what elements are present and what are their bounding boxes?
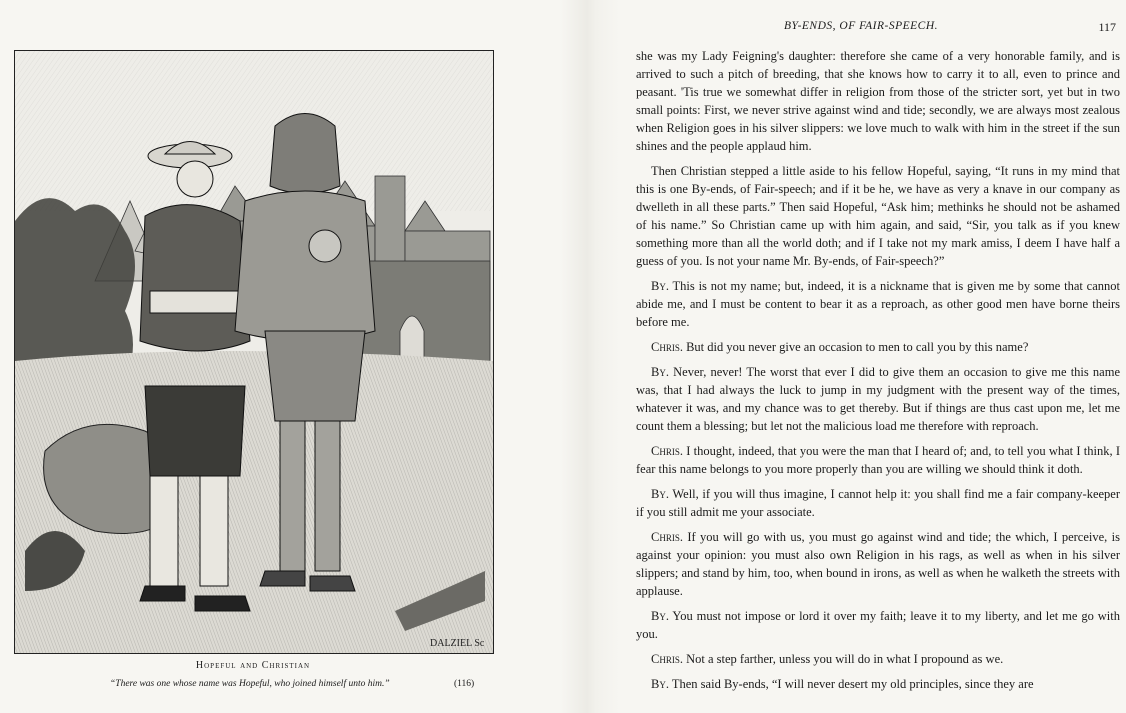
- paragraph: [636, 162, 1120, 270]
- speaker-label: By.: [651, 677, 669, 691]
- speaker-label: By.: [651, 609, 669, 623]
- plate-quote: “There was one whose name was Hopeful, who joined himself unto him.”: [110, 679, 390, 689]
- paragraph-text: Never, never! The worst that ever I did to give them an occasion to give me this name was, that I had always the luck to jump in my judgment with the present way of the times, whatever it was, and my chance was to get thereby. But if things are thus cast upon me, let me count them a blessing; but let not the malicious load me therefore with reproach.: [636, 365, 1121, 433]
- speaker-label: Chris.: [651, 530, 683, 544]
- paragraph: [636, 485, 1120, 521]
- paragraph: [636, 277, 1120, 331]
- speaker-label: By.: [651, 279, 669, 293]
- running-head: BY-ENDS, OF FAIR-SPEECH.: [784, 20, 939, 32]
- plate-page-reference: (116): [454, 679, 475, 689]
- paragraph: [636, 650, 1120, 668]
- engraver-signature: DALZIEL Sc: [430, 638, 485, 649]
- paragraph: [636, 675, 1120, 693]
- paragraph: [636, 47, 1120, 155]
- paragraph-text: she was my Lady Feigning's daughter: therefore she came of a very honorable family, and is arrived to such a pitch of breeding, that she knows how to carry it to all, even to prince and peasant. 'Tis true we somewhat differ in religion from those of the stricter sort, yet but in two small points: First, we never strive against wind and tide; secondly, we are always most zealous when Religion goes in his silver slippers: we love much to walk with him in the street if the sun shines and the people applaud him.: [636, 49, 1120, 153]
- speaker-label: Chris.: [651, 444, 683, 458]
- text-body: [636, 47, 1120, 700]
- page-number: 117: [1098, 20, 1116, 34]
- paragraph-text: I thought, indeed, that you were the man that I heard of; and, to tell you what I think, I fear this name belongs to you more properly than you are willing we should think it doth.: [636, 444, 1121, 476]
- engraving-plate: [14, 50, 494, 654]
- paragraph: [636, 338, 1120, 356]
- paragraph-text: If you will go with us, you must go against wind and tide; the which, I perceive, is against your opinion: you must also own Religion in his rags, as well as when in his silver slippers; and stand by him, too, when bound in irons, as well as when he walketh the streets with applause.: [636, 530, 1120, 598]
- paragraph-text: But did you never give an occasion to men to call you by this name?: [686, 340, 1029, 354]
- paragraph: [636, 363, 1120, 435]
- paragraph-text: Not a step farther, unless you will do in what I propound as we.: [686, 652, 1004, 666]
- paragraph-text: Then Christian stepped a little aside to his fellow Hopeful, saying, “It runs in my mind that this is one By-ends, of Fair-speech; and if it be he, we have as very a knave in our company as dwelleth in all these parts.” Then said Hopeful, “Ask him; methinks he should not be ashamed of his name.” So Christian came up with him again, and said, “Sir, you talk as if you knew something more than all the world doth; and if I take not my mark amiss, I deem I have half a guess of you. Is not your name Mr. By-ends, of Fair-speech?”: [636, 164, 1120, 268]
- paragraph: [636, 528, 1120, 600]
- paragraph-text: This is not my name; but, indeed, it is a nickname that is given me by some that cannot abide me, and I must be content to bear it as a reproach, as other good men have borne theirs before me.: [636, 279, 1120, 329]
- paragraph-text: Then said By-ends, “I will never desert my old principles, since they are: [671, 677, 1034, 691]
- paragraph: [636, 607, 1120, 643]
- speaker-label: Chris.: [651, 340, 683, 354]
- right-page: [620, 0, 1120, 713]
- engraving-illustration: [15, 51, 493, 653]
- left-page: [0, 0, 560, 713]
- paragraph-text: Well, if you will thus imagine, I cannot help it: you shall find me a fair company-keeper if you still admit me your associate.: [636, 487, 1120, 519]
- page-gutter: [560, 0, 620, 713]
- paragraph: [636, 442, 1120, 478]
- speaker-label: Chris.: [651, 652, 683, 666]
- speaker-label: By.: [651, 487, 669, 501]
- speaker-label: By.: [651, 365, 669, 379]
- paragraph-text: You must not impose or lord it over my faith; leave it to my liberty, and let me go with you.: [636, 609, 1120, 641]
- plate-title: Hopeful and Christian: [195, 660, 311, 671]
